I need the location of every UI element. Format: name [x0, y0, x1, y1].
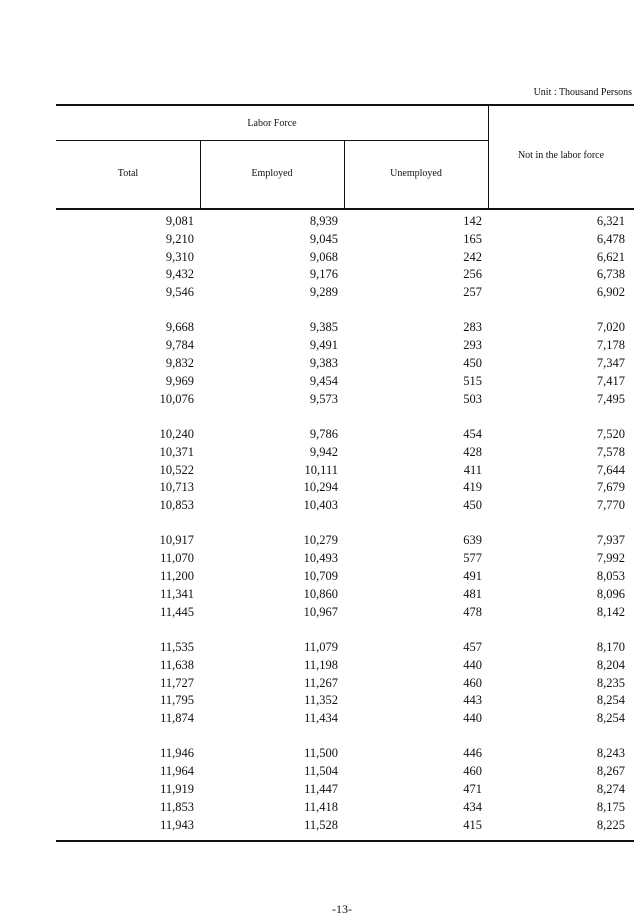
employed-cell: 10,111: [304, 462, 338, 477]
not-in-labor-force-cell: 8,254: [596, 693, 625, 708]
not-in-labor-force-header: Not in the labor force: [517, 150, 605, 161]
employed-cell: 11,418: [304, 799, 338, 814]
unemployed-cell: 481: [463, 586, 482, 601]
table-row: [56, 497, 634, 515]
not-in-labor-force-cell: 8,175: [596, 799, 625, 814]
total-cell: 10,371: [159, 444, 194, 459]
total-cell: 11,341: [160, 586, 194, 601]
table-row: [56, 355, 634, 373]
not-in-labor-force-cell: 8,170: [596, 639, 625, 654]
unemployed-cell: 411: [463, 462, 482, 477]
unemployed-cell: 460: [463, 675, 482, 690]
total-cell: 9,432: [165, 267, 194, 282]
row-group: [56, 426, 634, 515]
unemployed-cell: 428: [463, 444, 482, 459]
row-group: [56, 639, 634, 728]
table-row: [56, 373, 634, 391]
total-cell: 11,638: [160, 657, 194, 672]
not-in-labor-force-cell: 7,178: [596, 338, 625, 353]
employed-cell: 11,352: [304, 693, 338, 708]
employed-cell: 9,385: [309, 320, 338, 335]
header-bottom-rule: [56, 208, 634, 210]
total-cell: 9,081: [165, 214, 194, 228]
table-row: [56, 586, 634, 604]
total-cell: 9,784: [165, 338, 194, 353]
labor-force-header: Labor Force: [247, 118, 297, 129]
unemployed-cell: 457: [463, 639, 482, 654]
table-row: [56, 781, 634, 799]
total-cell: 10,853: [159, 498, 194, 513]
total-cell: 11,943: [160, 817, 194, 832]
table-row: [56, 675, 634, 693]
unemployed-cell: 257: [463, 285, 482, 300]
table-row: [56, 479, 634, 497]
not-in-labor-force-cell: 8,096: [596, 586, 625, 601]
not-in-labor-force-cell: 6,902: [596, 285, 625, 300]
table-row: [56, 249, 634, 267]
not-in-labor-force-cell: 6,738: [596, 267, 625, 282]
unemployed-cell: 415: [463, 817, 482, 832]
row-group: [56, 532, 634, 621]
employed-cell: 10,294: [303, 480, 338, 495]
total-cell: 11,919: [160, 782, 194, 797]
row-group: [56, 213, 634, 302]
table-row: [56, 657, 634, 675]
unemployed-cell: 142: [463, 214, 482, 228]
employed-cell: 9,045: [309, 231, 338, 246]
table-row: [56, 550, 634, 568]
unemployed-cell: 503: [463, 391, 482, 406]
table-row: [56, 817, 634, 835]
unemployed-cell: 491: [463, 569, 482, 584]
total-cell: 9,310: [165, 249, 194, 264]
not-in-labor-force-cell: 8,267: [596, 764, 625, 779]
unemployed-cell: 446: [463, 746, 482, 761]
total-cell: 10,522: [159, 462, 194, 477]
unemployed-cell: 165: [463, 231, 482, 246]
unemployed-cell: 515: [463, 373, 482, 388]
not-in-labor-force-cell: 7,520: [596, 426, 625, 441]
table-row: [56, 692, 634, 710]
total-header: Total: [117, 168, 139, 179]
employed-cell: 10,493: [303, 551, 338, 566]
employed-cell: 10,967: [303, 604, 338, 619]
table-bottom-rule: [56, 840, 634, 842]
employed-cell: 10,279: [303, 533, 338, 548]
not-in-labor-force-cell: 7,679: [596, 480, 625, 495]
not-in-labor-force-cell: 8,274: [596, 782, 625, 797]
row-group: [56, 319, 634, 408]
employed-cell: 10,860: [303, 586, 338, 601]
not-in-labor-force-cell: 8,225: [596, 817, 625, 832]
table-body: [56, 213, 634, 852]
employed-cell: 11,198: [304, 657, 338, 672]
table-row: [56, 710, 634, 728]
employed-cell: 11,267: [304, 675, 338, 690]
not-in-labor-force-cell: 7,495: [596, 391, 625, 406]
employed-cell: 11,079: [304, 639, 338, 654]
employed-cell: 11,500: [304, 746, 338, 761]
table-row: [56, 426, 634, 444]
total-cell: 10,240: [159, 426, 194, 441]
total-cell: 11,200: [160, 569, 194, 584]
not-in-labor-force-cell: 8,204: [596, 657, 625, 672]
unemployed-header: Unemployed: [390, 168, 442, 179]
not-in-labor-force-cell: 7,347: [596, 356, 625, 371]
employed-cell: 11,434: [304, 711, 338, 726]
table-row: [56, 319, 634, 337]
employed-cell: 8,939: [309, 214, 338, 228]
employed-cell: 11,447: [304, 782, 338, 797]
not-in-labor-force-cell: 8,142: [596, 604, 625, 619]
not-in-labor-force-cell: 7,770: [596, 498, 625, 513]
table-row: [56, 532, 634, 550]
unemployed-cell: 434: [463, 799, 482, 814]
employed-cell: 9,289: [309, 285, 338, 300]
total-cell: 9,668: [165, 320, 194, 335]
employed-cell: 9,068: [309, 249, 338, 264]
total-cell: 10,076: [159, 391, 194, 406]
employed-cell: 9,491: [309, 338, 338, 353]
not-in-labor-force-cell: 7,644: [596, 462, 625, 477]
employed-cell: 9,383: [309, 356, 338, 371]
total-cell: 11,964: [160, 764, 194, 779]
total-cell: 11,727: [160, 675, 194, 690]
unemployed-cell: 454: [463, 426, 482, 441]
unemployed-cell: 460: [463, 764, 482, 779]
unemployed-cell: 450: [463, 356, 482, 371]
total-cell: 11,874: [160, 711, 194, 726]
not-in-labor-force-cell: 6,321: [596, 214, 625, 228]
table-top-rule: [56, 104, 634, 106]
not-in-labor-force-cell: 7,578: [596, 444, 625, 459]
employed-cell: 11,528: [304, 817, 338, 832]
table-row: [56, 266, 634, 284]
not-in-labor-force-cell: 7,417: [596, 373, 625, 388]
unit-label: Unit : Thousand Persons: [533, 87, 632, 98]
table-row: [56, 763, 634, 781]
table-row: [56, 604, 634, 622]
total-cell: 9,969: [165, 373, 194, 388]
total-cell: 10,917: [159, 533, 194, 548]
employed-cell: 10,709: [303, 569, 338, 584]
table-row: [56, 231, 634, 249]
not-in-labor-force-cell: 8,254: [596, 711, 625, 726]
employed-cell: 11,504: [304, 764, 338, 779]
table-row: [56, 337, 634, 355]
not-in-labor-force-cell: 6,621: [596, 249, 625, 264]
table-row: [56, 213, 634, 231]
total-cell: 11,070: [160, 551, 194, 566]
table-row: [56, 391, 634, 409]
total-cell: 10,713: [159, 480, 194, 495]
table-row: [56, 639, 634, 657]
table-row: [56, 444, 634, 462]
not-in-labor-force-cell: 7,992: [596, 551, 625, 566]
table-row: [56, 568, 634, 586]
not-in-labor-force-cell: 6,478: [596, 231, 625, 246]
unemployed-cell: 256: [463, 267, 482, 282]
employed-cell: 9,176: [309, 267, 338, 282]
total-cell: 11,853: [160, 799, 194, 814]
unemployed-cell: 450: [463, 498, 482, 513]
total-cell: 11,445: [160, 604, 194, 619]
unemployed-cell: 242: [463, 249, 482, 264]
unemployed-cell: 440: [463, 711, 482, 726]
unemployed-cell: 419: [463, 480, 482, 495]
unemployed-cell: 478: [463, 604, 482, 619]
table-row: [56, 799, 634, 817]
not-in-labor-force-cell: 7,937: [596, 533, 625, 548]
not-in-labor-force-cell: 7,020: [596, 320, 625, 335]
total-cell: 9,210: [165, 231, 194, 246]
labor-force-divider: [56, 140, 488, 141]
table-row: [56, 462, 634, 480]
unemployed-cell: 639: [463, 533, 482, 548]
total-cell: 9,546: [165, 285, 194, 300]
unemployed-cell: 471: [463, 782, 482, 797]
unemployed-cell: 283: [463, 320, 482, 335]
table-row: [56, 745, 634, 763]
not-in-labor-force-cell: 8,053: [596, 569, 625, 584]
total-cell: 11,535: [160, 639, 194, 654]
employed-cell: 9,942: [309, 444, 338, 459]
unemployed-cell: 577: [463, 551, 482, 566]
unemployed-cell: 443: [463, 693, 482, 708]
table-row: [56, 284, 634, 302]
employed-cell: 9,786: [309, 426, 338, 441]
unemployed-cell: 440: [463, 657, 482, 672]
unemployed-cell: 293: [463, 338, 482, 353]
total-cell: 9,832: [165, 356, 194, 371]
employed-header: Employed: [251, 168, 293, 179]
page-number: -13-: [332, 902, 352, 916]
employed-cell: 9,454: [309, 373, 338, 388]
employed-cell: 10,403: [303, 498, 338, 513]
not-in-labor-force-cell: 8,235: [596, 675, 625, 690]
not-in-labor-force-cell: 8,243: [596, 746, 625, 761]
employed-cell: 9,573: [309, 391, 338, 406]
row-group: [56, 745, 634, 834]
total-cell: 11,795: [160, 693, 194, 708]
total-cell: 11,946: [160, 746, 194, 761]
